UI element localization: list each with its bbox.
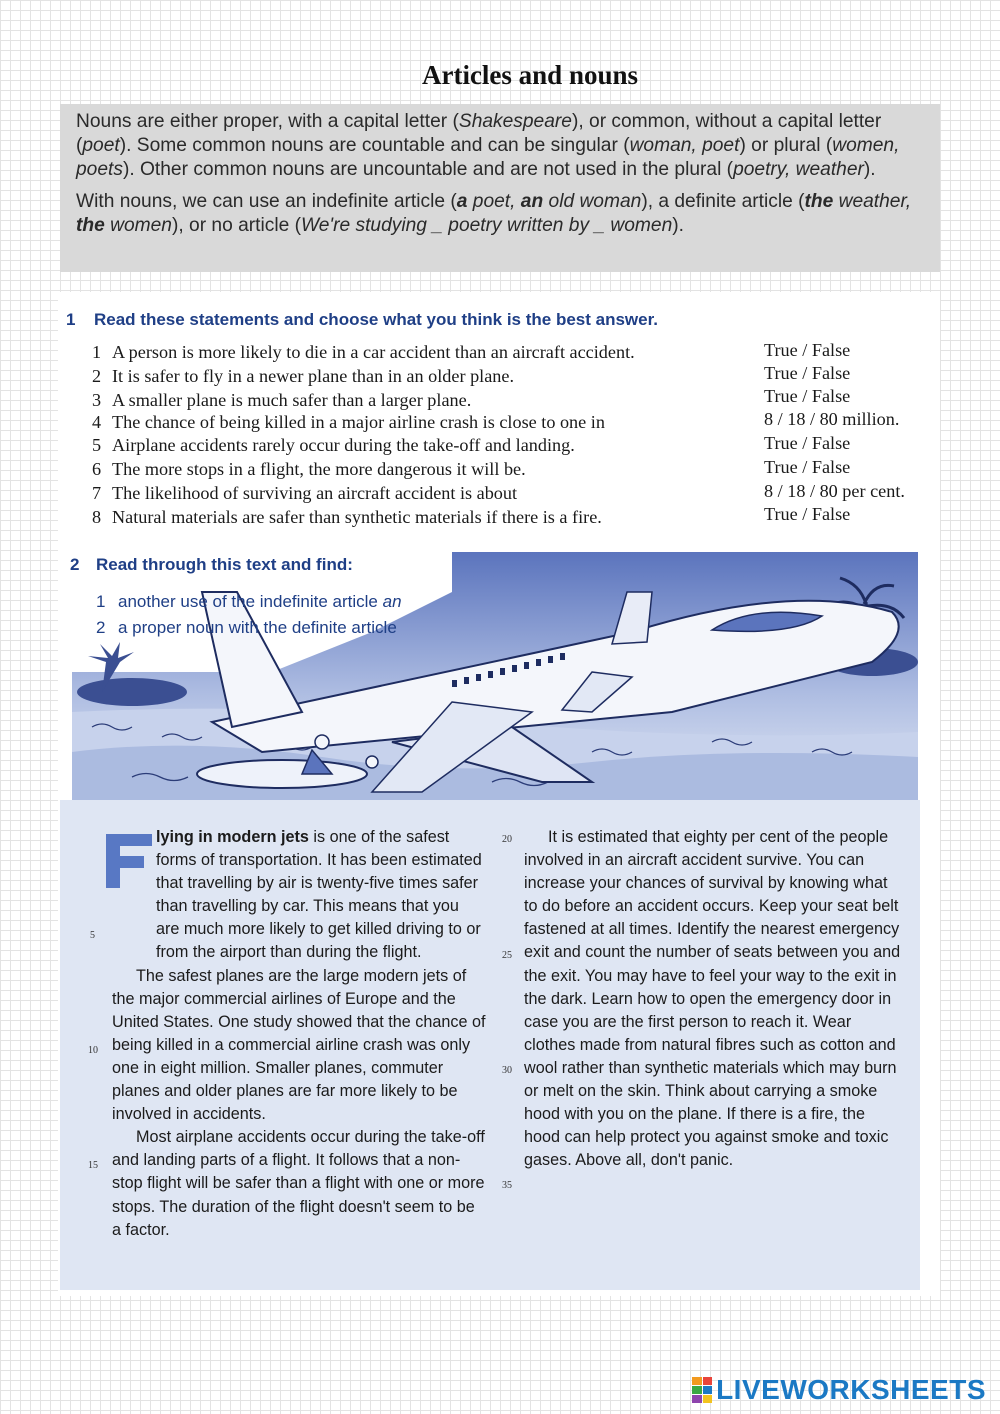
article-paragraph-4: It is estimated that eighty per cent of the people involved in an aircraft accident survive. You can increase your chances of survival by knowing what to do before an accident occurs. Keep your seat belt fastened at all times. Identify the nearest emergency exit and count the number of seats between you and the exit. You may have to feel your way to the exit in the dark. Learn how to open the emergency door in case you are the first person to reach it. Wear clothes made from natural fibres such as cotton and wool rather than synthetic materials which may burn or melt on the skin. Think about carrying a smoke hood with you on the plane. If there is a fire, the hood can help protect you against smoke and toxic gases. Above all, don't panic.	[524, 828, 901, 1170]
svg-text:F: F	[104, 832, 105, 833]
line-number-35: 35	[502, 1180, 512, 1191]
line-number-30: 30	[502, 1065, 512, 1076]
article-paragraph-1-start: lying in modern jets is one of the safest forms of transportation. It has been estimated that travelling by air is twenty-five times safer than travelling by car. This means that you are much more likely to get killed driving to or from the airport than during the flight.	[156, 828, 482, 962]
line-number-10: 10	[88, 1045, 98, 1056]
answer-choice-8[interactable]: True / False	[764, 504, 851, 524]
answer-choice-1[interactable]: True / False	[764, 340, 851, 360]
exercise-1-heading: 1 Read these statements and choose what you think is the best answer.	[66, 310, 658, 329]
statement-8: 8 Natural materials are safer than synthetic materials if there is a fire.	[92, 507, 602, 527]
article-paragraph-2: The safest planes are the large modern jets of the major commercial airlines of Europe and the United States. One study showed that the chance of being killed in a commercial airline crash was only one in eight million. Smaller planes, commuter planes and older planes are far more likely to be involved in accidents.	[112, 966, 486, 1124]
article-paragraph-3: Most airplane accidents occur during the take-off and landing parts of a flight. It follows that a non-stop flight will be safer than a flight with one or more stops. The duration of the flight doesn't seem to be a factor.	[112, 1128, 485, 1239]
answer-choice-4[interactable]: 8 / 18 / 80 million.	[764, 409, 900, 429]
exercise-2-heading: 2 Read through this text and find:	[70, 555, 353, 574]
liveworksheets-logo-icon	[692, 1377, 712, 1403]
statement-3: 3 A smaller plane is much safer than a larger plane.	[92, 390, 472, 410]
brand-text: LIVEWORKSHEETS	[716, 1374, 986, 1405]
liveworksheets-brand[interactable]	[692, 1374, 986, 1406]
line-number-5: 5	[90, 930, 95, 941]
statement-5: 5 Airplane accidents rarely occur during the take-off and landing.	[92, 435, 575, 455]
line-number-25: 25	[502, 950, 512, 961]
statement-7: 7 The likelihood of surviving an aircraft accident is about	[92, 483, 518, 503]
line-number-20: 20	[502, 834, 512, 845]
line-number-15: 15	[88, 1160, 98, 1171]
statement-4: 4 The chance of being killed in a major airline crash is close to one in	[92, 412, 605, 432]
answer-choice-6[interactable]: True / False	[764, 457, 851, 477]
statement-6: 6 The more stops in a flight, the more dangerous it will be.	[92, 459, 526, 479]
find-item-2: 2 a proper noun with the definite article	[96, 618, 397, 637]
find-item-1: 1 another use of the indefinite article an	[96, 592, 402, 611]
article-column-2	[524, 826, 904, 1172]
article-column-1	[112, 826, 486, 1242]
statement-1: 1 A person is more likely to die in a car accident than an aircraft accident.	[92, 342, 635, 362]
grammar-info-box	[60, 104, 940, 272]
answer-choice-7[interactable]: 8 / 18 / 80 per cent.	[764, 481, 905, 501]
answer-choice-3[interactable]: True / False	[764, 386, 851, 406]
info-paragraph-1: Nouns are either proper, with a capital letter (Shakespeare), or common, without a capital letter (poet). Some common nouns are countable and can be singular (woman, poet) or plural (women, poets). Other common nouns are uncountable and are not used in the plural (poetry, weather).	[76, 111, 900, 180]
answer-choice-2[interactable]: True / False	[764, 363, 851, 383]
info-paragraph-2: With nouns, we can use an indefinite article (a poet, an old woman), a definite article (the weather, the women), or no article (We're studying _ poetry written by _ women).	[76, 191, 912, 236]
answer-choice-5[interactable]: True / False	[764, 433, 851, 453]
statement-2: 2 It is safer to fly in a newer plane than in an older plane.	[92, 366, 514, 386]
plane-crash-illustration	[72, 552, 918, 810]
page-title: Articles and nouns	[421, 60, 639, 90]
